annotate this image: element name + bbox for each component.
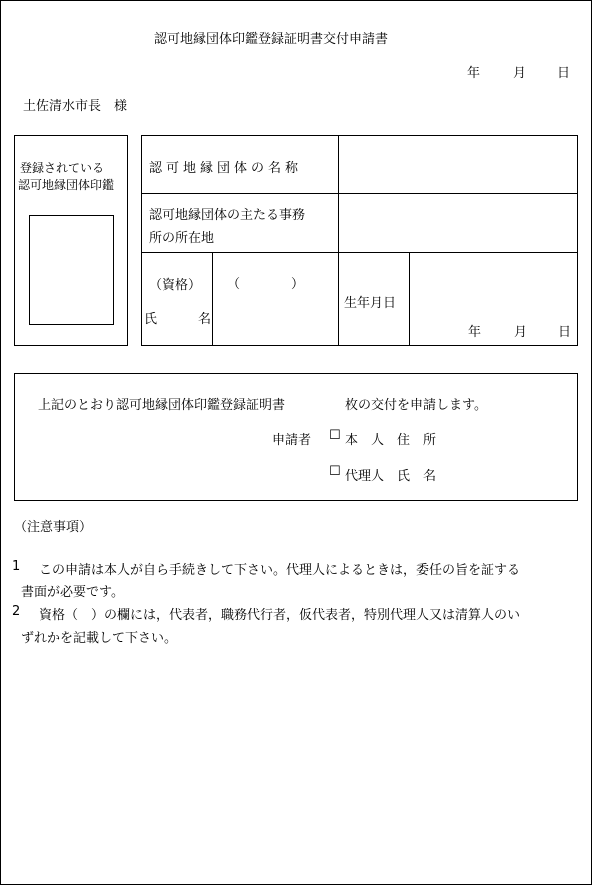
birth-year-label: 年 (468, 325, 482, 340)
copies-count-field[interactable] (319, 391, 343, 411)
self-address-label: 本 人 住 所 (345, 433, 437, 448)
notes-heading: （注意事項） (14, 520, 93, 535)
birth-month-label: 月 (514, 325, 528, 340)
note-2-line1: 資格（ ）の欄には，代表者，職務代行者，仮代表者，特別代理人又は清算人のい (39, 608, 521, 623)
proxy-checkbox[interactable]: ☐ (329, 464, 341, 479)
note-2-number: 2 (12, 604, 21, 619)
note-1-line2: 書面が必要です。 (21, 585, 124, 600)
date-year-label: 年 (467, 66, 481, 81)
note-1-line1: この申請は本人が自ら手続きして下さい。代理人によるときは，委任の旨を証する (39, 563, 521, 578)
proxy-name-label: 代理人 氏 名 (345, 469, 437, 484)
qualification-label: （資格） (149, 278, 202, 293)
name-label-second-char: 名 (198, 312, 212, 327)
note-2-line2: ずれかを記載して下さい。 (21, 631, 178, 646)
birth-day-label: 日 (558, 325, 572, 340)
seal-box-label-line1: 登録されている (20, 161, 105, 175)
addressee: 土佐清水市長 様 (23, 99, 128, 114)
birth-date-field[interactable] (410, 253, 577, 345)
name-label-first-char: 氏 (144, 312, 158, 327)
qualification-paren-close: ） (291, 277, 305, 292)
date-month-label: 月 (513, 66, 527, 81)
org-address-field[interactable] (339, 194, 577, 251)
date-day-label: 日 (557, 66, 571, 81)
org-name-label: 認可地縁団体の名称 (149, 161, 303, 176)
self-checkbox[interactable]: ☐ (329, 428, 341, 443)
request-statement-post: 枚の交付を申請します。 (345, 398, 487, 413)
form-title: 認可地縁団体印鑑登録証明書交付申請書 (154, 32, 389, 47)
applicant-label: 申請者 (272, 433, 312, 448)
request-statement-pre: 上記のとおり認可地縁団体印鑑登録証明書 (38, 398, 286, 413)
org-address-label-line1: 認可地縁団体の主たる事務 (149, 208, 306, 223)
org-address-label-line2: 所の所在地 (149, 231, 215, 246)
seal-impression-area[interactable] (29, 215, 114, 325)
org-name-field[interactable] (339, 136, 577, 192)
applicant-name-field[interactable] (213, 253, 337, 345)
birth-date-label: 生年月日 (344, 296, 397, 311)
qualification-paren-open: （ (227, 277, 241, 292)
note-1-number: 1 (12, 559, 21, 574)
seal-box-label-line2: 認可地縁団体印鑑 (18, 178, 115, 192)
